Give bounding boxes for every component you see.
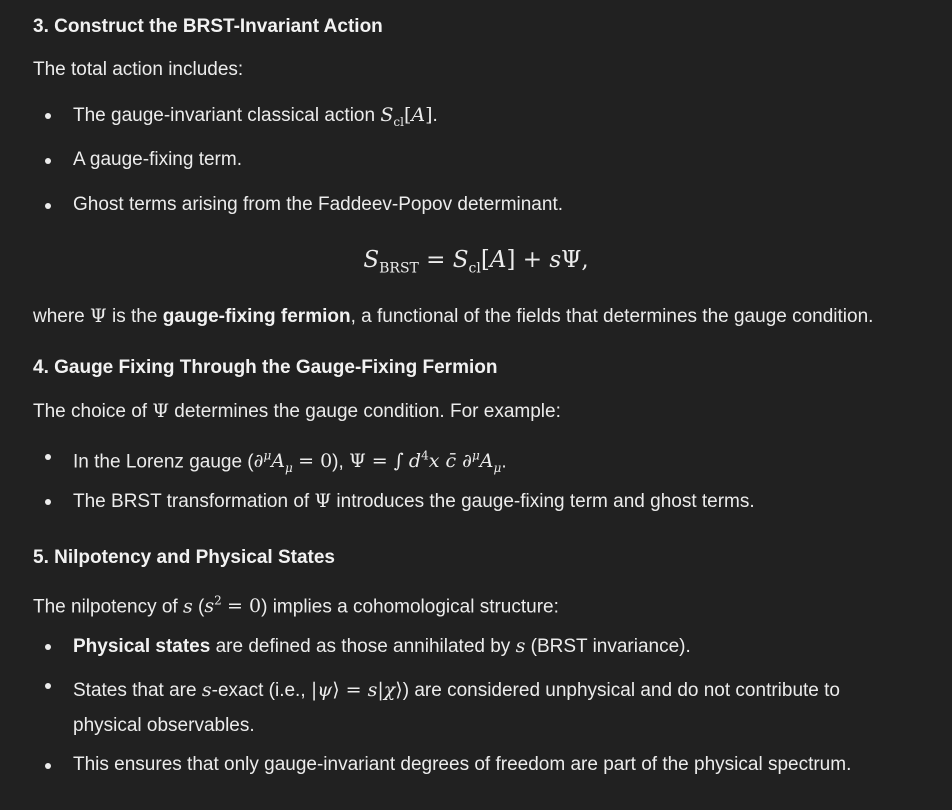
list-item: The BRST transformation of Ψ introduces the gauge-fixing term and ghost terms. <box>33 489 952 514</box>
list-item: States that are s-exact (i.e., |ψ⟩ = s|χ⟩) are considered unphysical and do not contribute to physical observables. <box>33 673 952 743</box>
section-3-heading: 3. Construct the BRST-Invariant Action <box>33 16 383 37</box>
list-item <box>33 193 952 217</box>
list-item-text: A gauge-fixing term. <box>73 149 242 170</box>
math-exact-state: |ψ⟩ = s|χ⟩ <box>310 679 403 701</box>
list-item-text: Ghost terms arising from the Faddeev-Popov determinant. <box>73 194 564 215</box>
list-item: The gauge-invariant classical action $S_{cl}[A]$. <box>33 103 952 148</box>
math-s-squared: $s^2 = 0$ <box>204 594 262 618</box>
math-psi: Ψ <box>90 305 107 327</box>
section-4-intro: The choice of Ψ determines the gauge condition. For example: <box>33 400 561 422</box>
list-item <box>33 148 952 193</box>
section-4-heading: 4. Gauge Fixing Through the Gauge-Fixing Fermion <box>33 357 498 378</box>
section-3-where: where Ψ is the gauge-fixing fermion, a functional of the fields that determines the gauge condition. <box>33 305 874 327</box>
term-gauge-fixing-fermion: gauge-fixing fermion <box>162 306 351 327</box>
equation-brst-action: $S_{BRST} = S_{cl}[A] + s\Psi$, <box>363 247 589 277</box>
math-psi: Ψ <box>314 490 332 512</box>
section-5-heading: 5. Nilpotency and Physical States <box>33 547 335 568</box>
list-item-text: This ensures that only gauge-invariant degrees of freedom are part of the physical spectrum. <box>73 754 852 775</box>
list-item: In the Lorenz gauge $(\partial^\mu A_\mu = 0)$, Ψ = ∫ $d^4x$ c̄ $\partial^\mu A_\mu$. <box>33 444 952 489</box>
list-item: Physical states are defined as those annihilated by s (BRST invariance). <box>33 634 952 679</box>
section-5-list <box>33 634 952 777</box>
math-s-cl-a: $S_{cl}[A]$ <box>380 104 433 129</box>
section-3-intro: The total action includes: <box>33 59 244 80</box>
term-physical-states: Physical states <box>73 636 211 657</box>
list-item-text: The gauge-invariant classical action <box>73 105 381 126</box>
section-4-list <box>33 444 952 514</box>
math-psi-definition: Ψ = ∫ $d^4x$ c̄ $\partial^\mu A_\mu$ <box>349 449 502 476</box>
math-psi: Ψ <box>152 400 170 422</box>
math-lorenz-condition: $\partial^\mu A_\mu = 0$ <box>253 449 333 476</box>
list-item <box>33 753 952 777</box>
section-3-list <box>33 103 952 217</box>
section-5-intro: The nilpotency of s $(s^2 = 0)$ implies a cohomological structure: <box>33 594 559 618</box>
